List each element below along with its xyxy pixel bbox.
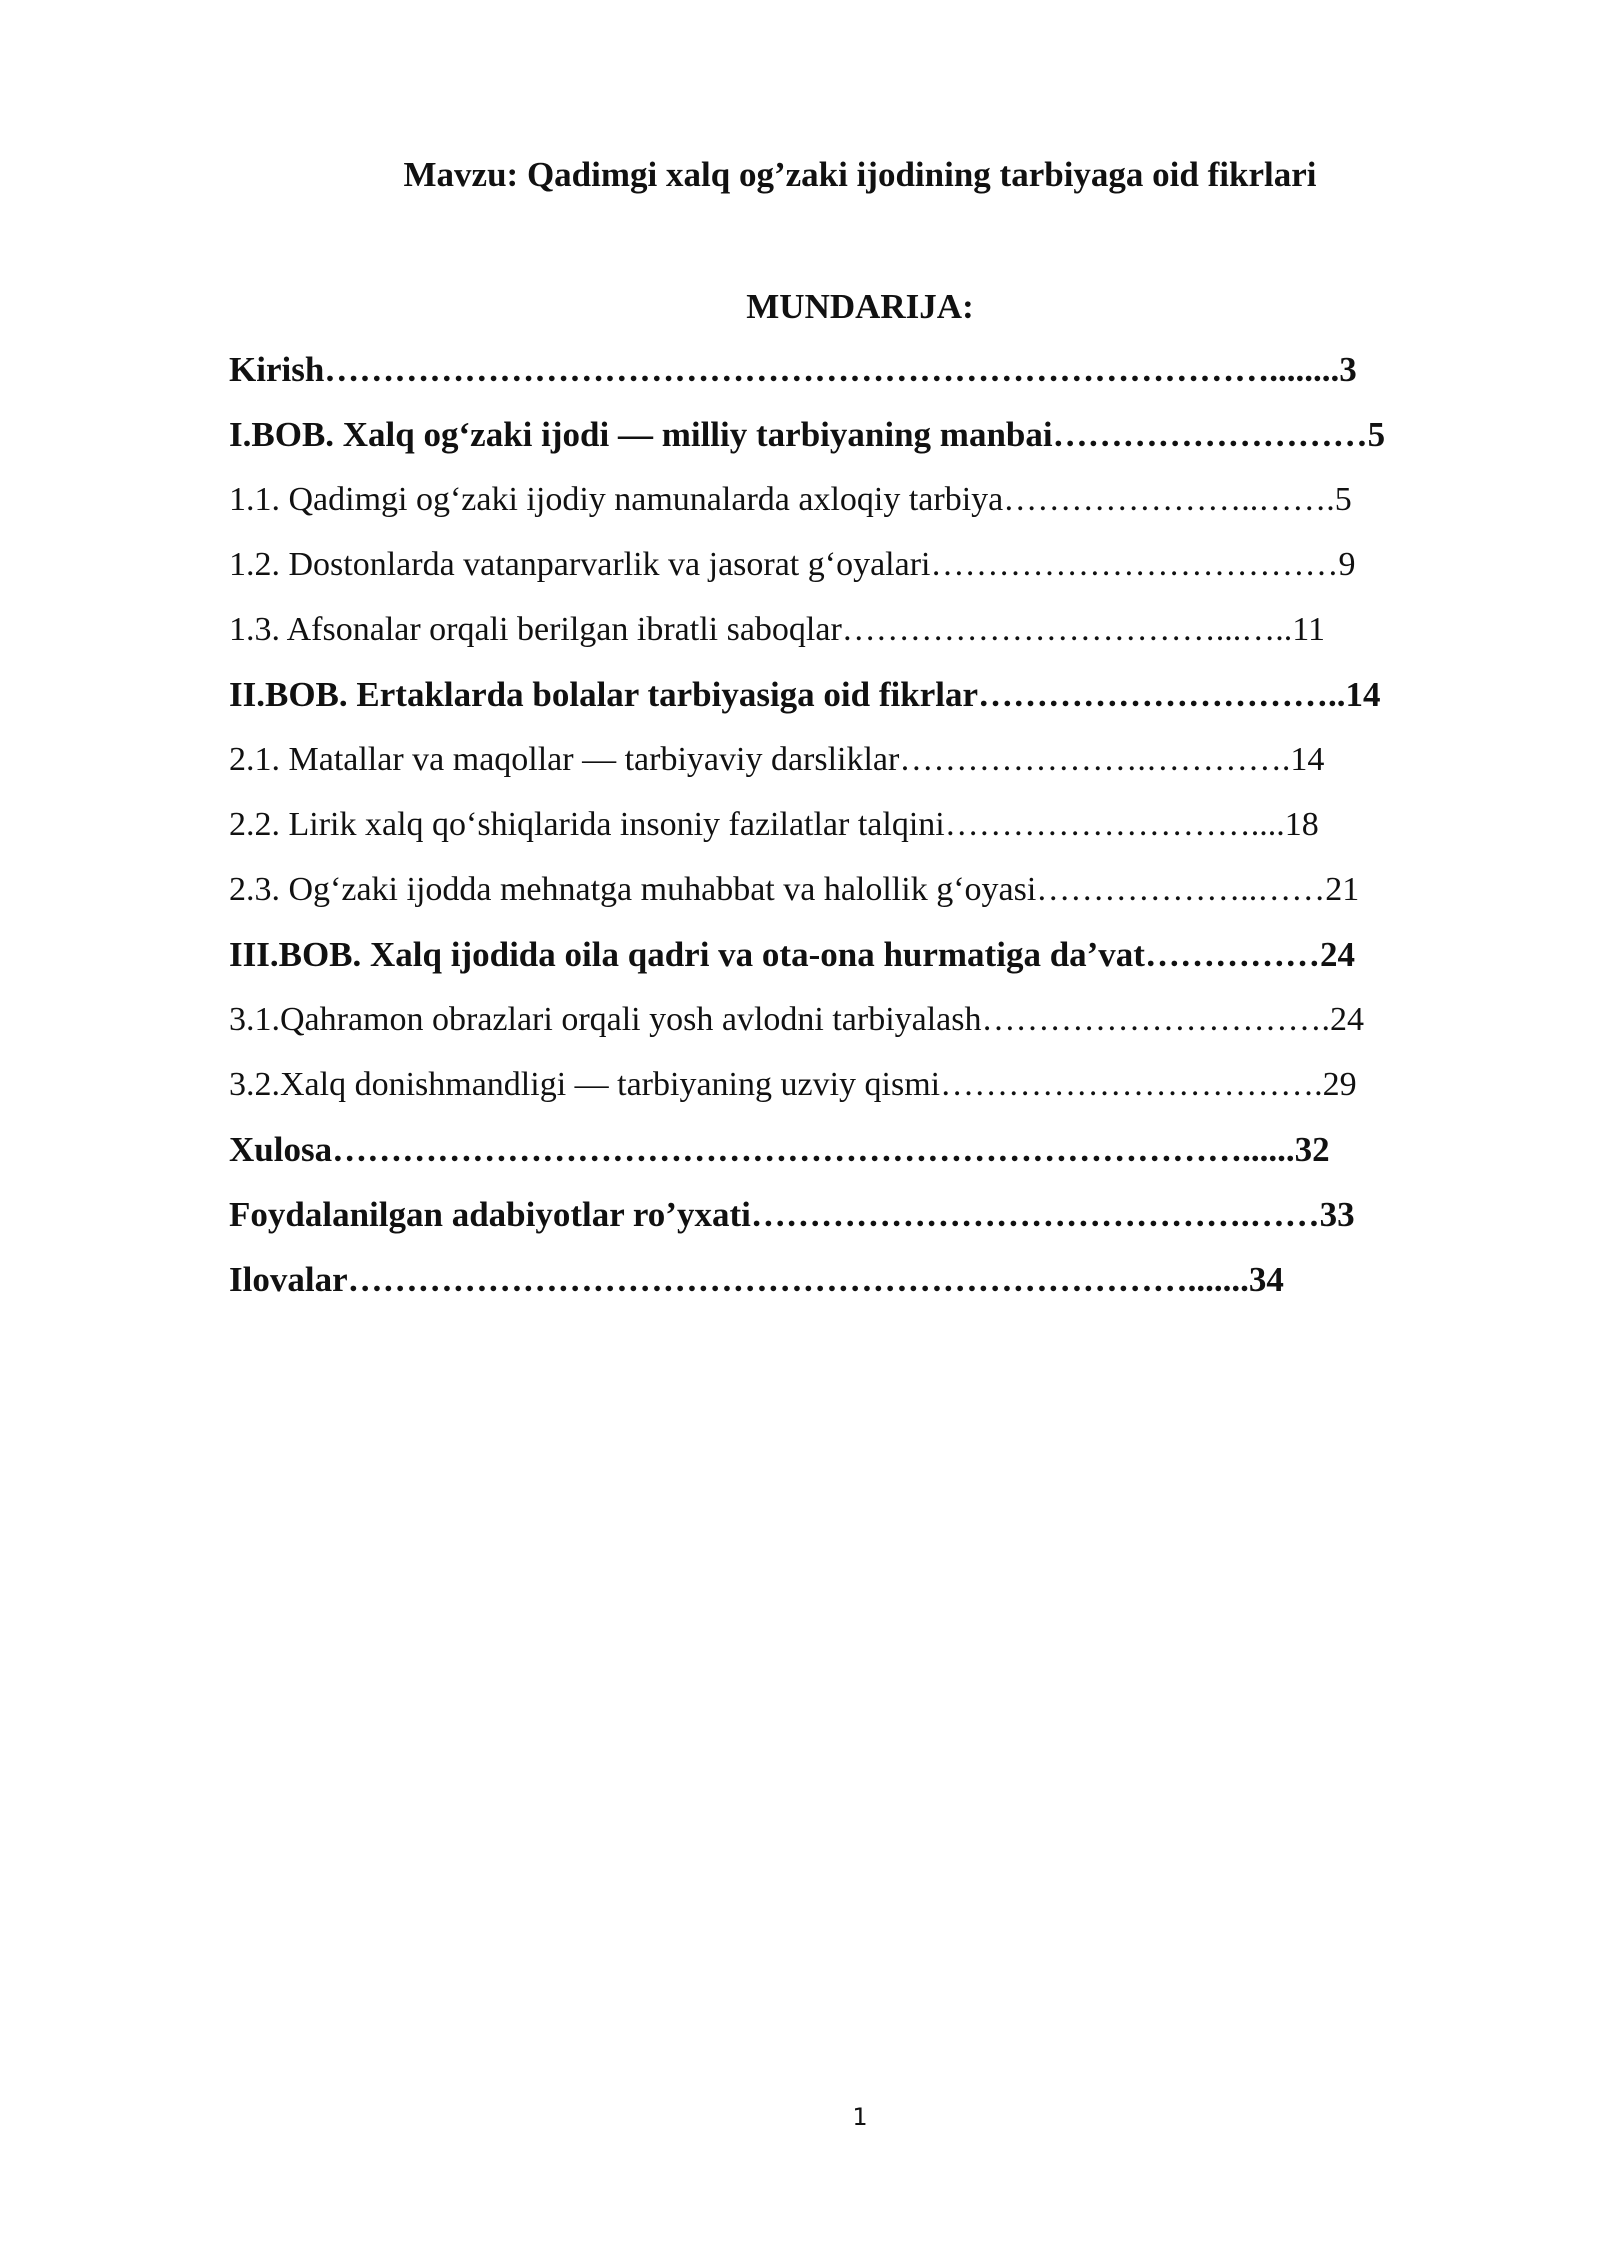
table-of-contents [229,345,1529,1320]
toc-entry: 3.1.Qahramon obrazlari orqali yosh avlodni tarbiyalash………………………….24 [229,1001,1364,1038]
toc-entry: 2.3. Og‘zaki ijodda mehnatga muhabbat va halollik g‘oyasi………………..……21 [229,871,1360,908]
toc-entry: III.BOB. Xalq ijodida oila qadri va ota-ona hurmatiga da’vat……………24 [229,935,1355,974]
toc-entry: 2.2. Lirik xalq qo‘shiqlarida insoniy fazilatlar talqini………………………....18 [229,806,1319,843]
toc-entry: I.BOB. Xalq og‘zaki ijodi — milliy tarbiyaning manbai………………………5 [229,415,1386,454]
toc-entry: 1.3. Afsonalar orqali berilgan ibratli saboqlar……………………………...…..11 [229,611,1326,648]
document-title: Mavzu: Qadimgi xalq og’zaki ijodining tarbiyaga oid fikrlari [403,155,1317,194]
toc-entry: 1.1. Qadimgi og‘zaki ijodiy namunalarda axloqiy tarbiya…………………..…….5 [229,481,1352,518]
toc-entry: Kirish………………………………………………………………………........3 [229,350,1357,389]
toc-entry: 1.2. Dostonlarda vatanparvarlik va jasorat g‘oyalari………………………………9 [229,546,1356,583]
toc-entry: 2.1. Matallar va maqollar — tarbiyaviy darsliklar………………….………….14 [229,741,1325,778]
toc-entry: II.BOB. Ertaklarda bolalar tarbiyasiga oid fikrlar…………………………..14 [229,675,1381,714]
page-number: 1 [852,2103,868,2131]
toc-entry: Foydalanilgan adabiyotlar ro’yxati…………………………………….……33 [229,1195,1355,1234]
toc-heading: MUNDARIJA: [746,287,974,326]
toc-entry: 3.2.Xalq donishmandligi — tarbiyaning uzviy qismi…………………………….29 [229,1066,1357,1103]
toc-entry: Xulosa……………………………………………………………………......32 [229,1130,1330,1169]
toc-entry: Ilovalar……………………………………………………………….......34 [229,1260,1284,1299]
